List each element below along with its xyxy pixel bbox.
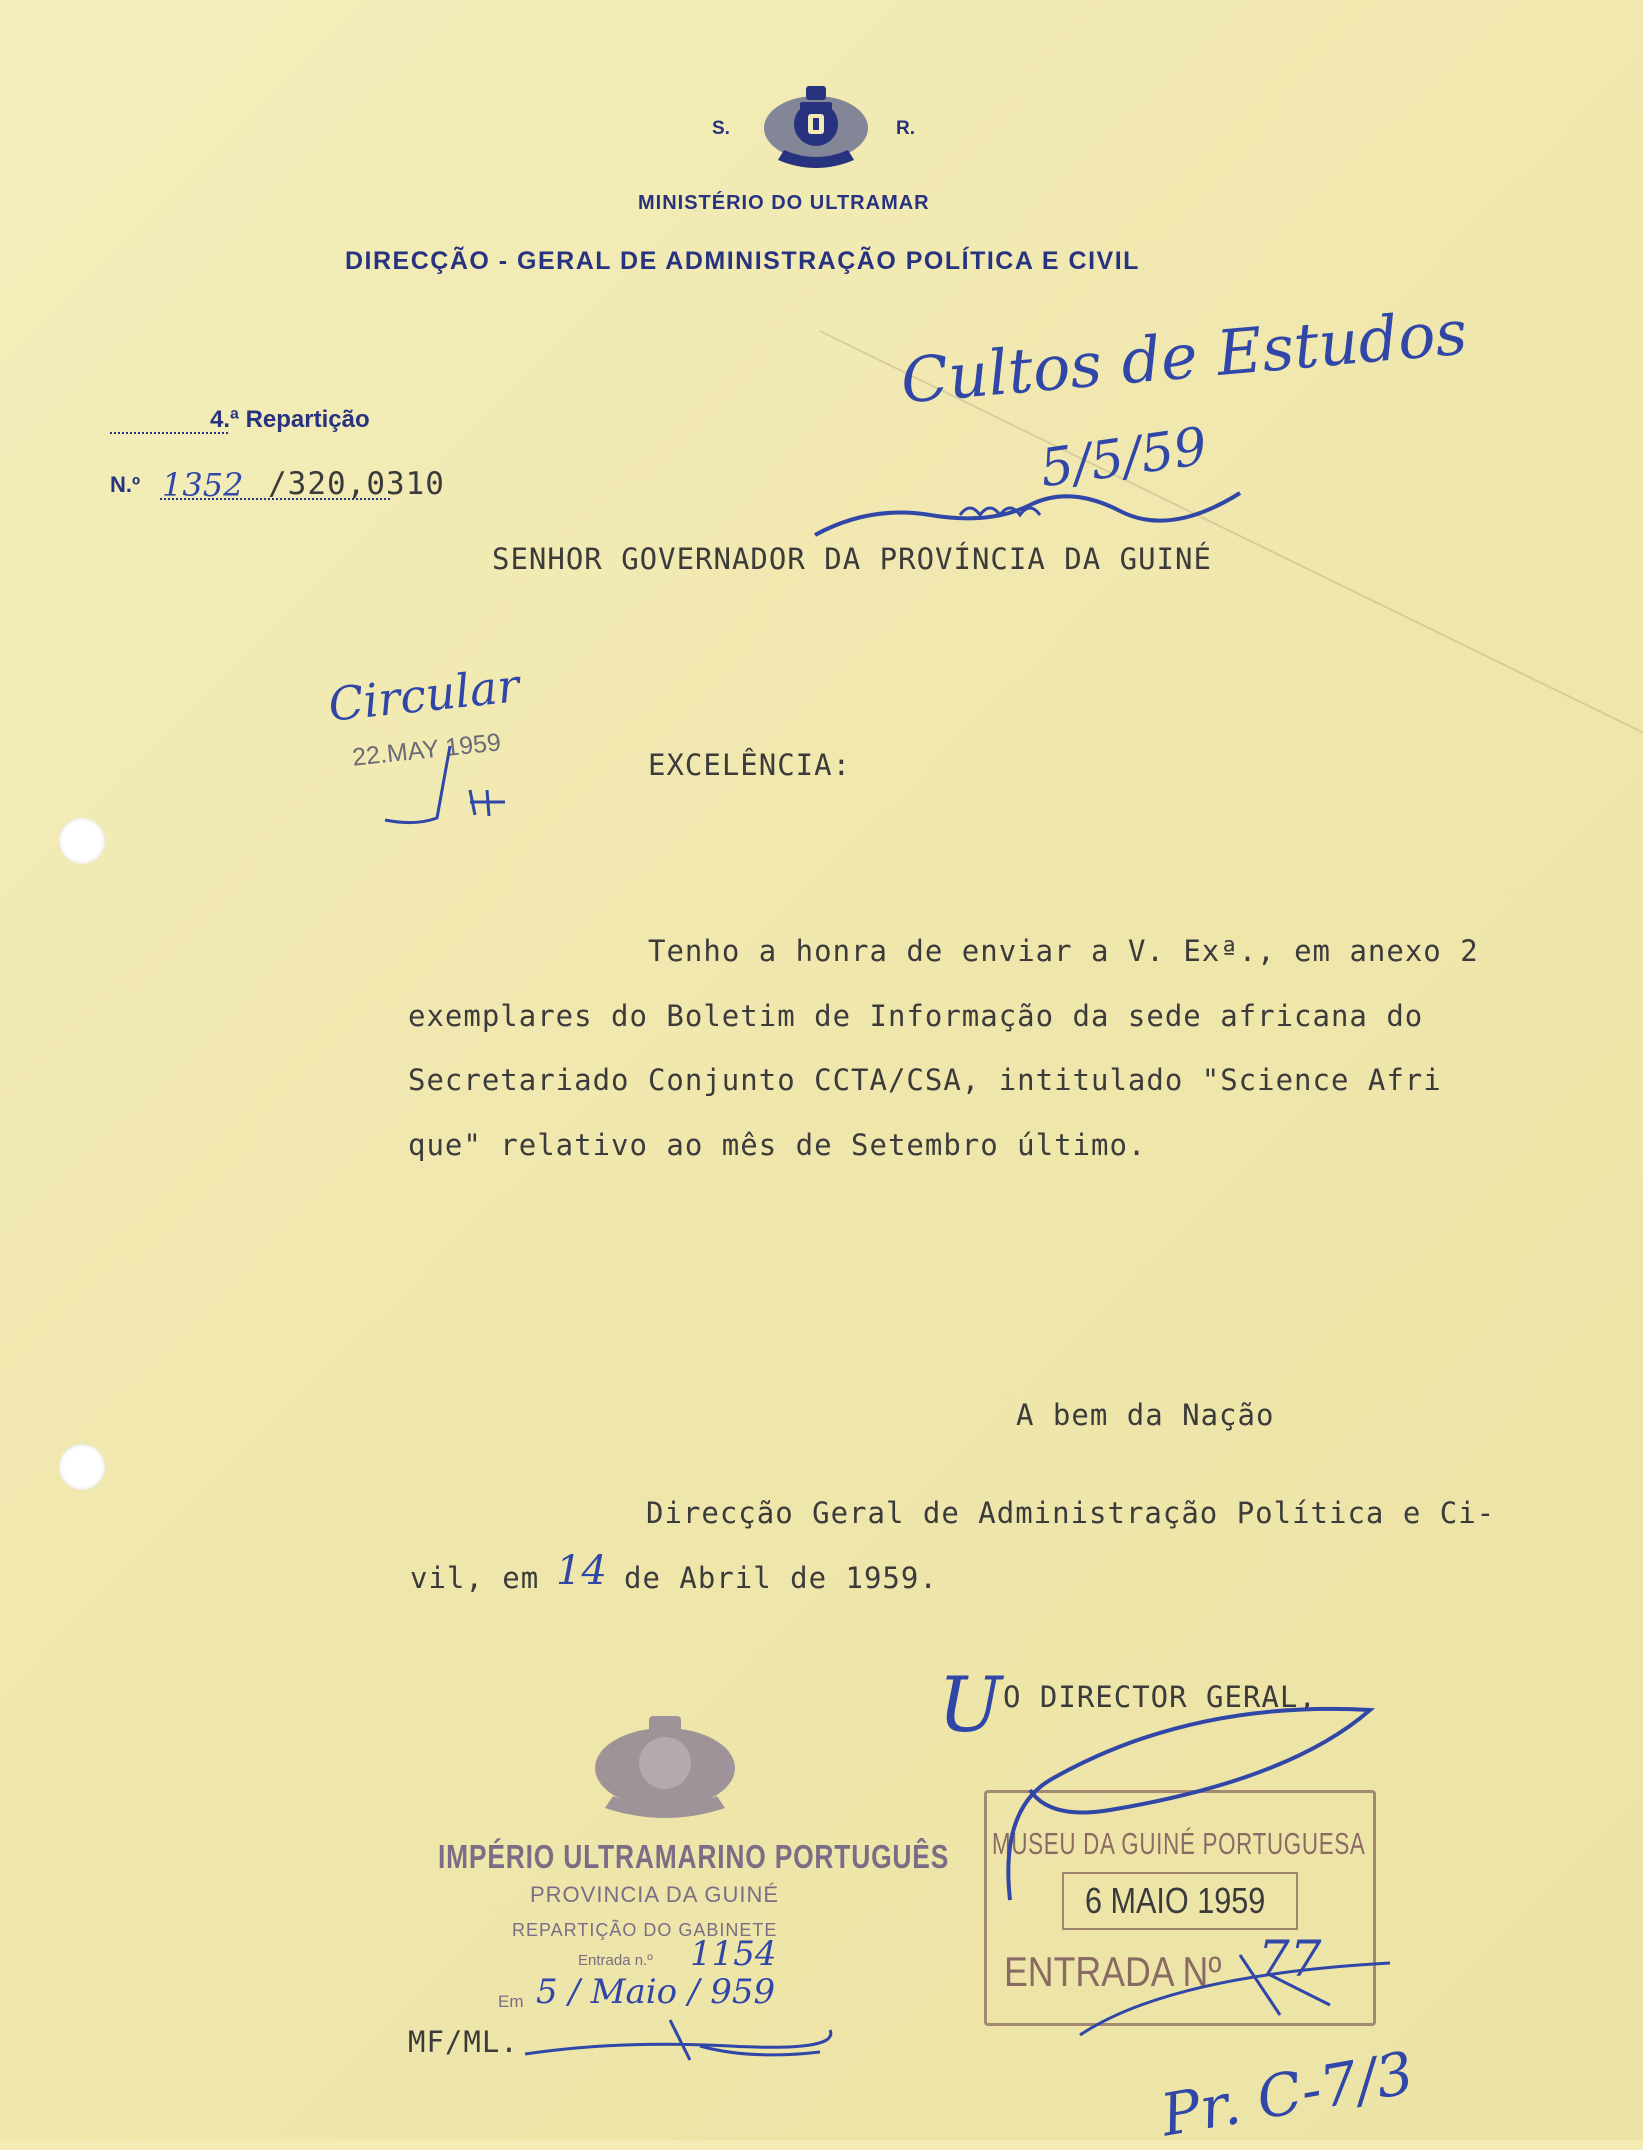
received-date-stamp: 22.MAY 1959 bbox=[350, 728, 503, 772]
place-line-2a: vil, em bbox=[410, 1561, 540, 1595]
right-stamp-line-1: MUSEU DA GUINÉ PORTUGUESA bbox=[992, 1826, 1366, 1861]
right-stamp-entrada: ENTRADA Nº bbox=[1004, 1948, 1222, 1995]
handwritten-strike bbox=[520, 2010, 840, 2070]
letterhead-s: S. bbox=[712, 118, 730, 139]
salutation: EXCELÊNCIA: bbox=[648, 748, 852, 782]
left-stamp-line-3: REPARTIÇÃO DO GABINETE bbox=[512, 1920, 778, 1940]
ministry-title: MINISTÉRIO DO ULTRAMAR bbox=[638, 192, 930, 214]
right-stamp-date: 6 MAIO 1959 bbox=[1085, 1880, 1266, 1921]
handwritten-bottom-ref: Pr. C-7/3 bbox=[1156, 2038, 1419, 2150]
left-stamp-date: 5 / Maio / 959 bbox=[536, 1972, 776, 2012]
number-printed: /320,0310 bbox=[268, 466, 445, 502]
left-stamp-emblem-icon bbox=[585, 1708, 745, 1828]
typist-initials: MF/ML. bbox=[408, 2025, 519, 2059]
closing: A bem da Nação bbox=[1016, 1398, 1275, 1432]
handwritten-initials bbox=[375, 740, 515, 830]
handwritten-top-note: Cultos de Estudos bbox=[897, 295, 1470, 418]
handwritten-cross-marks bbox=[1070, 1935, 1400, 2045]
coat-of-arms-icon bbox=[756, 80, 876, 178]
addressee: SENHOR GOVERNADOR DA PROVÍNCIA DA GUINÉ bbox=[492, 542, 1212, 576]
body-line-2: exemplares do Boletim de Informação da sede africana do bbox=[408, 999, 1424, 1033]
body-line-4: que" relativo ao mês de Setembro último. bbox=[408, 1128, 1147, 1162]
handwritten-signature-initial: U bbox=[938, 1660, 1003, 1749]
left-stamp-entrada-label: Entrada n.º bbox=[578, 1952, 653, 1969]
number-prefix: N.º bbox=[110, 472, 141, 497]
place-line-2b: de Abril de 1959. bbox=[624, 1561, 938, 1595]
signatory: O DIRECTOR GERAL, bbox=[1003, 1680, 1317, 1714]
place-line-1: Direcção Geral de Administração Política e Ci- bbox=[646, 1496, 1496, 1530]
handwritten-left-note: Circular bbox=[325, 658, 522, 732]
punch-hole-top bbox=[59, 818, 105, 864]
left-stamp-line-2: PROVINCIA DA GUINÉ bbox=[530, 1882, 780, 1907]
body-line-3: Secretariado Conjunto CCTA/CSA, intitulado "Science Afri bbox=[408, 1063, 1442, 1097]
left-stamp-entrada-number: 1154 bbox=[690, 1934, 777, 1974]
director-signature bbox=[990, 1690, 1390, 1910]
body-line-1: Tenho a honra de enviar a V. Exª., em anexo 2 bbox=[648, 934, 1479, 968]
left-stamp-line-1: IMPÉRIO ULTRAMARINO PORTUGUÊS bbox=[438, 1838, 950, 1875]
left-stamp-date-prefix: Em bbox=[498, 1992, 524, 2011]
handwritten-top-date: 5/5/59 bbox=[1036, 416, 1211, 500]
letterhead-r: R. bbox=[896, 118, 915, 139]
number-handwritten: 1352 bbox=[162, 466, 244, 504]
punch-hole-bottom bbox=[59, 1444, 105, 1490]
right-stamp-number: 77 bbox=[1258, 1930, 1322, 1988]
directorate-title: DIRECÇÃO - GERAL DE ADMINISTRAÇÃO POLÍTICA E CIVIL bbox=[345, 247, 1140, 275]
section-label: 4.ª Repartição bbox=[210, 406, 370, 433]
handwritten-day: 14 bbox=[556, 1548, 607, 1594]
handwritten-flourish bbox=[810, 475, 1250, 545]
